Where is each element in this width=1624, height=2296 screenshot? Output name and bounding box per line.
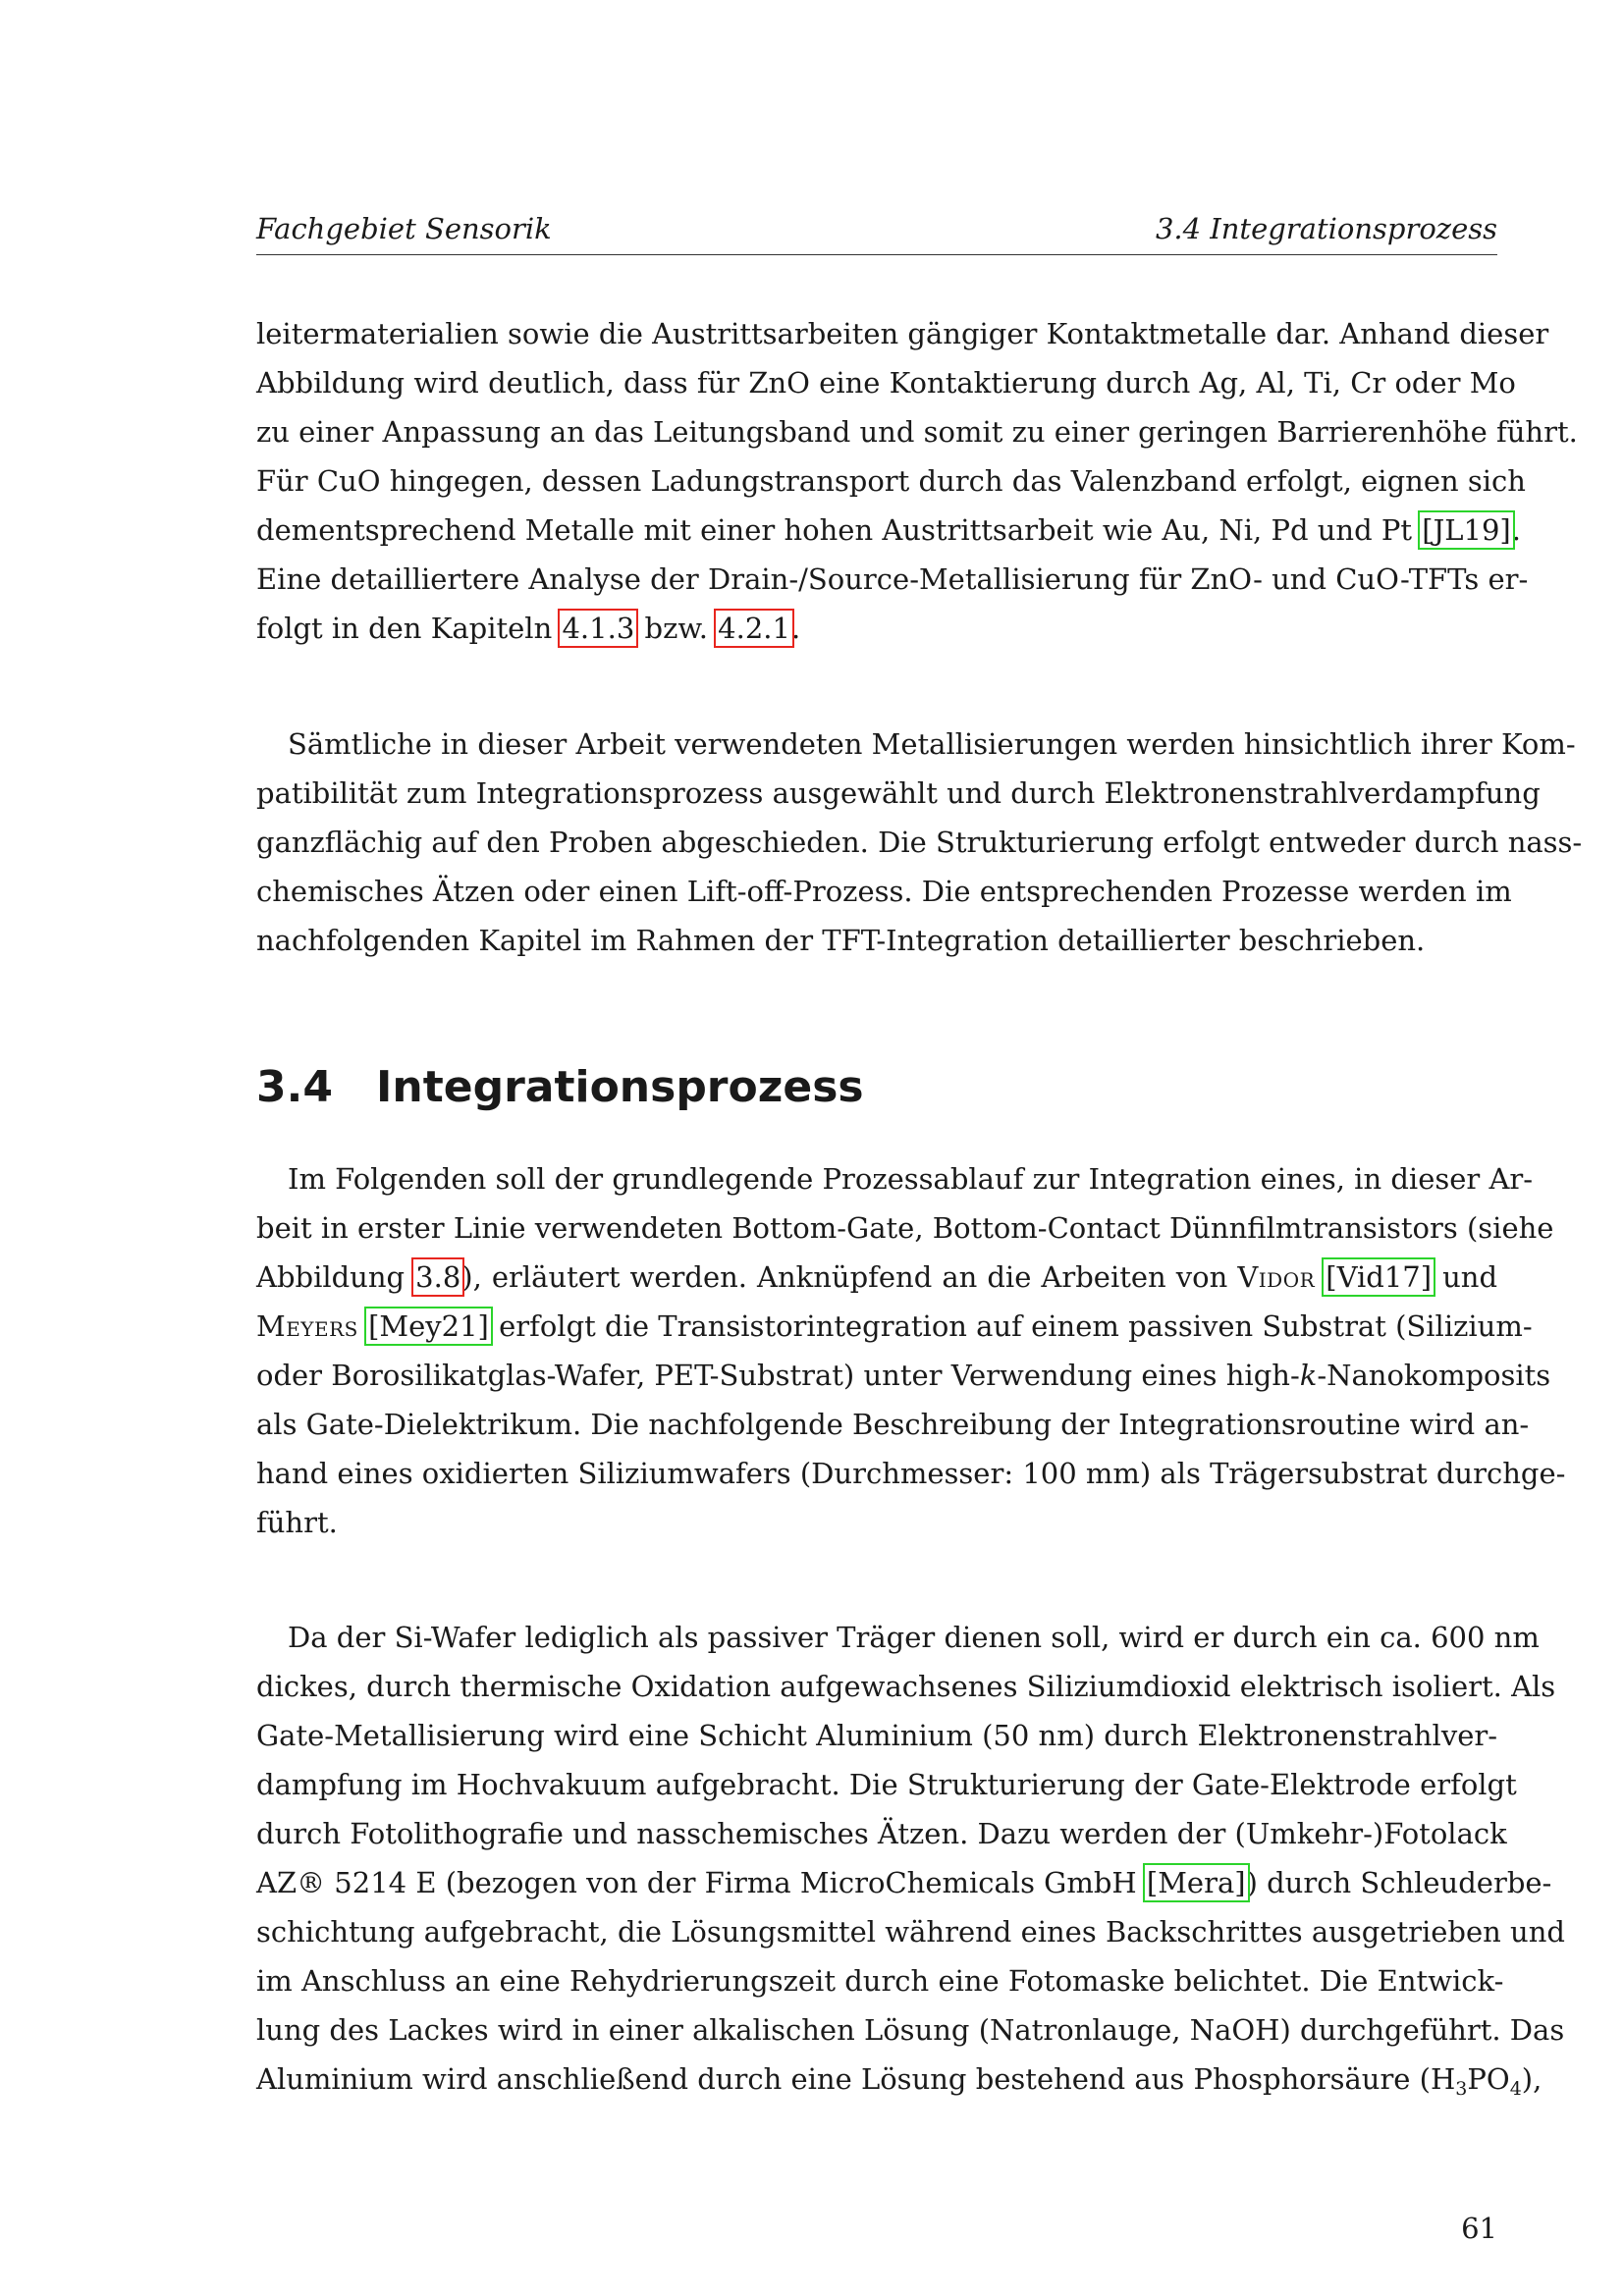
- paragraph-1: [256, 309, 1578, 653]
- text-line: führt.: [256, 1506, 338, 1539]
- text-line: durch Fotolithografie und nasschemisches Ätzen. Dazu werden der (Umkehr-)Fotolack: [256, 1817, 1507, 1850]
- text-fragment: ) durch Schleuderbe-: [1246, 1866, 1552, 1899]
- text-line: [256, 604, 1497, 653]
- text-fragment: erfolgt die Transistorintegration auf einem passiven Substrat (Silizium-: [499, 1309, 1533, 1343]
- text-fragment: ),: [1521, 2062, 1543, 2096]
- subscript: 3: [1455, 2078, 1468, 2100]
- paragraph-3: [256, 1154, 1566, 1547]
- text-line: dickes, durch thermische Oxidation aufgewachsenes Siliziumdioxid elektrisch isoliert. Als: [256, 1670, 1556, 1703]
- chapter-link-4-1-3[interactable]: 4.1.3: [562, 612, 635, 645]
- text-line: hand eines oxidierten Siliziumwafers (Durchmesser: 100 mm) als Trägersubstrat durchge-: [256, 1457, 1566, 1490]
- author-name: Vidor: [1237, 1260, 1316, 1294]
- text-line: Eine detailliertere Analyse der Drain-/Source-Metallisierung für ZnO- und CuO-TFTs er-: [256, 562, 1529, 596]
- text-line: leitermaterialien sowie die Austrittsarbeiten gängiger Kontaktmetalle dar. Anhand dieser: [256, 317, 1549, 350]
- text-line: im Anschluss an eine Rehydrierungszeit durch eine Fotomaske belichtet. Die Entwick-: [256, 1964, 1504, 1998]
- text-fragment: .: [790, 612, 801, 645]
- chapter-link-4-2-1[interactable]: 4.2.1: [718, 612, 790, 645]
- text-line: [256, 1351, 1551, 1400]
- text-fragment: Abbildung: [256, 1260, 406, 1294]
- text-line: Im Folgenden soll der grundlegende Prozessablauf zur Integration eines, in dieser Ar-: [288, 1162, 1534, 1196]
- paragraph-4: [256, 1613, 1565, 2104]
- text-fragment: bzw.: [644, 612, 708, 645]
- text-line: [256, 1858, 1552, 1907]
- section-title: Integrationsprozess: [376, 1062, 864, 1112]
- text-fragment: .: [1511, 513, 1521, 547]
- text-line: nachfolgenden Kapitel im Rahmen der TFT-Integration detaillierter beschrieben.: [256, 924, 1426, 957]
- citation-link-mera[interactable]: [Mera]: [1146, 1866, 1246, 1899]
- paragraph-2: [256, 720, 1583, 965]
- figure-link-3-8[interactable]: 3.8: [415, 1260, 461, 1294]
- header-right: 3.4 Integrationsprozess: [1155, 212, 1497, 245]
- citation-link-mey21[interactable]: [Mey21]: [368, 1309, 489, 1343]
- text-line: ganzflächig auf den Proben abgeschieden. Die Strukturierung erfolgt entweder durch nass-: [256, 826, 1583, 859]
- page-number: 61: [1461, 2212, 1497, 2245]
- text-fragment: oder Borosilikatglas-Wafer, PET-Substrat) unter Verwendung eines high-: [256, 1359, 1300, 1392]
- citation-link-vid17[interactable]: [Vid17]: [1326, 1260, 1433, 1294]
- subscript: 4: [1509, 2078, 1522, 2100]
- text-line: zu einer Anpassung an das Leitungsband und somit zu einer geringen Barrierenhöhe führt.: [256, 415, 1578, 449]
- text-line: beit in erster Linie verwendeten Bottom-Gate, Bottom-Contact Dünnfilmtransistors (siehe: [256, 1211, 1554, 1245]
- text-line: Für CuO hingegen, dessen Ladungstransport durch das Valenzband erfolgt, eignen sich: [256, 464, 1526, 498]
- author-name: Meyers: [256, 1309, 358, 1343]
- header-left: Fachgebiet Sensorik: [256, 212, 552, 245]
- text-line: dampfung im Hochvakuum aufgebracht. Die Strukturierung der Gate-Elektrode erfolgt: [256, 1768, 1517, 1801]
- text-line: patibilität zum Integrationsprozess ausgewählt und durch Elektronenstrahlverdampfung: [256, 776, 1541, 810]
- text-fragment: PO: [1467, 2062, 1510, 2096]
- text-line: schichtung aufgebracht, die Lösungsmittel während eines Backschrittes ausgetrieben und: [256, 1915, 1565, 1949]
- text-line: Da der Si-Wafer lediglich als passiver Träger dienen soll, wird er durch ein ca. 600 nm: [288, 1621, 1540, 1654]
- text-line: [256, 506, 1521, 555]
- text-line: Sämtliche in dieser Arbeit verwendeten Metallisierungen werden hinsichtlich ihrer Kom-: [288, 727, 1576, 761]
- text-fragment: AZ® 5214 E (bezogen von der Firma MicroChemicals GmbH: [256, 1866, 1137, 1899]
- italic-symbol: k: [1299, 1359, 1318, 1392]
- text-fragment: dementsprechend Metalle mit einer hohen Austrittsarbeit wie Au, Ni, Pd und Pt: [256, 513, 1413, 547]
- running-header: [256, 209, 1497, 256]
- header-rule: [256, 254, 1497, 255]
- text-fragment: -Nanokomposits: [1317, 1359, 1551, 1392]
- text-line: Gate-Metallisierung wird eine Schicht Aluminium (50 nm) durch Elektronenstrahlver-: [256, 1719, 1498, 1752]
- text-fragment: Aluminium wird anschließend durch eine Lösung bestehend aus Phosphorsäure (H: [256, 2062, 1456, 2096]
- text-line: chemisches Ätzen oder einen Lift-off-Prozess. Die entsprechenden Prozesse werden im: [256, 875, 1512, 908]
- text-line: [256, 1253, 1497, 1302]
- citation-link-jl19[interactable]: [JL19]: [1422, 513, 1511, 547]
- text-fragment: und: [1442, 1260, 1498, 1294]
- text-fragment: ), erläutert werden. Anknüpfend an die Arbeiten von: [461, 1260, 1228, 1294]
- section-number: 3.4: [256, 1062, 333, 1112]
- text-line: Abbildung wird deutlich, dass für ZnO eine Kontaktierung durch Ag, Al, Ti, Cr oder Mo: [256, 366, 1516, 400]
- text-line: [256, 2055, 1543, 2104]
- text-line: [256, 1302, 1533, 1351]
- text-fragment: folgt in den Kapiteln: [256, 612, 553, 645]
- text-line: lung des Lackes wird in einer alkalischen Lösung (Natronlauge, NaOH) durchgeführt. Das: [256, 2013, 1565, 2047]
- text-line: als Gate-Dielektrikum. Die nachfolgende Beschreibung der Integrationsroutine wird an-: [256, 1408, 1530, 1441]
